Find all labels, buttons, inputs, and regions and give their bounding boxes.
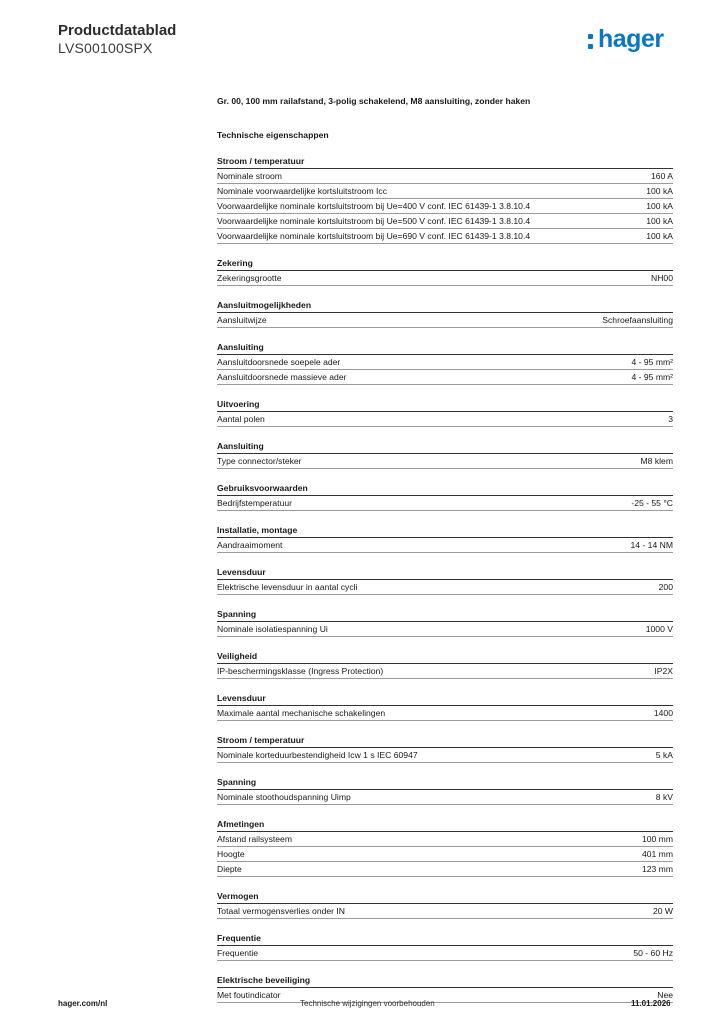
property-group — [217, 817, 673, 877]
property-group — [217, 931, 673, 961]
table-row — [217, 847, 673, 862]
group-title: Stroom / temperatuur — [217, 154, 673, 169]
property-value: -25 - 55 °C — [631, 498, 673, 508]
property-value: 8 kV — [655, 792, 673, 802]
table-row — [217, 271, 673, 286]
logo-dot-icon — [588, 44, 593, 49]
datasheet-content — [217, 96, 673, 1015]
footer-notice: Technische wijzigingen voorbehouden — [300, 999, 435, 1008]
table-row — [217, 355, 673, 370]
property-value: M8 klem — [640, 456, 673, 466]
group-title: Spanning — [217, 775, 673, 790]
property-label: Type connector/steker — [217, 456, 302, 466]
property-group — [217, 298, 673, 328]
property-value: 100 mm — [641, 834, 673, 844]
property-group — [217, 481, 673, 511]
table-row — [217, 214, 673, 229]
group-title: Installatie, montage — [217, 523, 673, 538]
table-row — [217, 988, 673, 1003]
property-group — [217, 691, 673, 721]
property-value: 50 - 60 Hz — [633, 948, 673, 958]
table-row — [217, 664, 673, 679]
group-title: Spanning — [217, 607, 673, 622]
property-value: Nee — [657, 990, 673, 1000]
property-label: Nominale stroom — [217, 171, 282, 181]
property-value: 100 kA — [646, 231, 673, 241]
property-label: Voorwaardelijke nominale kortsluitstroom bij Ue=400 V conf. IEC 61439-1 3.8.10.4 — [217, 201, 531, 211]
property-value: 123 mm — [641, 864, 673, 874]
group-title: Levensduur — [217, 565, 673, 580]
property-group — [217, 439, 673, 469]
property-label: Elektrische levensduur in aantal cycli — [217, 582, 358, 592]
table-row — [217, 184, 673, 199]
property-group — [217, 775, 673, 805]
table-row — [217, 832, 673, 847]
brand-name: hager — [598, 25, 664, 53]
group-title: Levensduur — [217, 691, 673, 706]
table-row — [217, 169, 673, 184]
property-value: 401 mm — [641, 849, 673, 859]
table-row — [217, 412, 673, 427]
group-title: Aansluitmogelijkheden — [217, 298, 673, 313]
table-row — [217, 313, 673, 328]
table-row — [217, 862, 673, 877]
group-title: Afmetingen — [217, 817, 673, 832]
property-group — [217, 565, 673, 595]
property-label: IP-beschermingsklasse (Ingress Protection) — [217, 666, 384, 676]
property-label: Totaal vermogensverlies onder IN — [217, 906, 346, 916]
property-groups — [217, 154, 673, 1003]
property-label: Aansluitwijze — [217, 315, 267, 325]
product-description: Gr. 00, 100 mm railafstand, 3-polig schakelend, M8 aansluiting, zonder haken — [217, 96, 531, 106]
property-label: Maximale aantal mechanische schakelingen — [217, 708, 386, 718]
property-label: Diepte — [217, 864, 242, 874]
brand-logo — [588, 25, 676, 57]
property-group — [217, 154, 673, 244]
page-title: Productdatablad — [58, 22, 177, 39]
property-value: 4 - 95 mm² — [631, 372, 673, 382]
group-title: Gebruiksvoorwaarden — [217, 481, 673, 496]
property-label: Bedrijfstemperatuur — [217, 498, 292, 508]
group-title: Veiligheid — [217, 649, 673, 664]
property-label: Met foutindicator — [217, 990, 281, 1000]
property-group — [217, 256, 673, 286]
property-label: Afstand railsysteem — [217, 834, 292, 844]
group-title: Aansluiting — [217, 340, 673, 355]
group-title: Stroom / temperatuur — [217, 733, 673, 748]
table-row — [217, 199, 673, 214]
property-label: Nominale stoothoudspanning Uimp — [217, 792, 351, 802]
property-value: IP2X — [654, 666, 673, 676]
group-title: Vermogen — [217, 889, 673, 904]
table-row — [217, 580, 673, 595]
property-label: Nominale korteduurbestendigheid Icw 1 s IEC 60947 — [217, 750, 418, 760]
table-row — [217, 496, 673, 511]
group-title: Elektrische beveiliging — [217, 973, 673, 988]
property-group — [217, 733, 673, 763]
table-row — [217, 904, 673, 919]
table-row — [217, 538, 673, 553]
property-value: 100 kA — [646, 216, 673, 226]
property-value: 20 W — [652, 906, 673, 916]
property-group — [217, 397, 673, 427]
property-label: Frequentie — [217, 948, 259, 958]
property-group — [217, 889, 673, 919]
property-value: 3 — [668, 414, 673, 424]
property-value: Schroefaansluiting — [602, 315, 673, 325]
table-row — [217, 706, 673, 721]
property-group — [217, 607, 673, 637]
table-row — [217, 748, 673, 763]
section-title: Technische eigenschappen — [217, 130, 329, 140]
footer-website[interactable]: hager.com/nl — [58, 999, 108, 1008]
property-value: NH00 — [651, 273, 673, 283]
table-row — [217, 622, 673, 637]
product-code: LVS00100SPX — [58, 40, 153, 56]
property-value: 14 - 14 NM — [630, 540, 673, 550]
property-value: 100 kA — [646, 186, 673, 196]
property-label: Aantal polen — [217, 414, 265, 424]
property-value: 1000 V — [645, 624, 673, 634]
property-value: 160 A — [651, 171, 673, 181]
property-label: Nominale voorwaardelijke kortsluitstroom Icc — [217, 186, 388, 196]
property-value: 5 kA — [655, 750, 673, 760]
property-group — [217, 523, 673, 553]
property-value: 4 - 95 mm² — [631, 357, 673, 367]
property-value: 200 — [658, 582, 673, 592]
group-title: Uitvoering — [217, 397, 673, 412]
table-row — [217, 790, 673, 805]
property-group — [217, 649, 673, 679]
group-title: Zekering — [217, 256, 673, 271]
property-value: 100 kA — [646, 201, 673, 211]
table-row — [217, 454, 673, 469]
property-label: Zekeringsgrootte — [217, 273, 282, 283]
table-row — [217, 946, 673, 961]
property-label: Voorwaardelijke nominale kortsluitstroom bij Ue=500 V conf. IEC 61439-1 3.8.10.4 — [217, 216, 531, 226]
property-group — [217, 973, 673, 1003]
property-label: Aansluitdoorsnede massieve ader — [217, 372, 347, 382]
footer-date: 11.01.2026 — [631, 999, 671, 1008]
property-label: Hoogte — [217, 849, 245, 859]
property-value: 1400 — [653, 708, 673, 718]
property-label: Aansluitdoorsnede soepele ader — [217, 357, 341, 367]
property-label: Voorwaardelijke nominale kortsluitstroom bij Ue=690 V conf. IEC 61439-1 3.8.10.4 — [217, 231, 531, 241]
group-title: Aansluiting — [217, 439, 673, 454]
property-label: Aandraaimoment — [217, 540, 283, 550]
table-row — [217, 370, 673, 385]
logo-dot-icon — [588, 34, 593, 39]
property-group — [217, 340, 673, 385]
property-label: Nominale isolatiespanning Ui — [217, 624, 328, 634]
group-title: Frequentie — [217, 931, 673, 946]
table-row — [217, 229, 673, 244]
